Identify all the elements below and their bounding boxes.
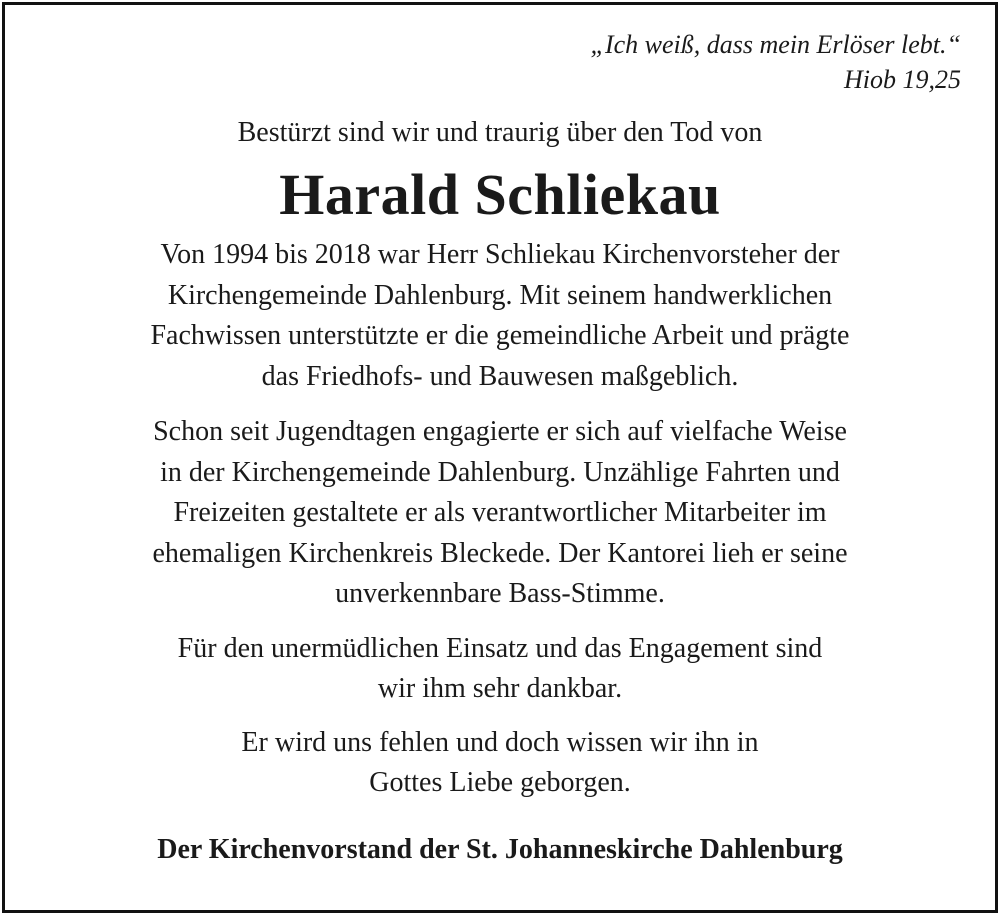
paragraph-thanks [5, 629, 995, 710]
text-line: Freizeiten gestaltete er als verantwortlicher Mitarbeiter im [173, 497, 827, 528]
paragraph-engagement [5, 412, 995, 615]
notice-body [5, 113, 995, 870]
bible-quote [591, 27, 962, 97]
intro-line: Bestürzt sind wir und traurig über den Tod von [237, 117, 763, 148]
text-line: Für den unermüdlichen Einsatz und das Engagement sind [177, 632, 823, 664]
text-line: das Friedhofs- und Bauwesen maßgeblich. [261, 360, 739, 392]
obituary-notice [2, 2, 998, 913]
signature: Der Kirchenvorstand der St. Johanneskirche Dahlenburg [157, 833, 843, 865]
text-line: Gottes Liebe geborgen. [369, 767, 631, 798]
text-line: Er wird uns fehlen und doch wissen wir ihn in [241, 726, 759, 758]
text-line: Von 1994 bis 2018 war Herr Schliekau Kirchenvorsteher der [160, 239, 840, 270]
paragraph-service [5, 235, 995, 397]
text-line: wir ihm sehr dankbar. [377, 673, 623, 704]
text-line: ehemaligen Kirchenkreis Bleckede. Der Kantorei lieh er seine [152, 537, 848, 569]
text-line: Fachwissen unterstützte er die gemeindliche Arbeit und prägte [150, 320, 850, 351]
quote-source: Hiob 19,25 [844, 65, 961, 94]
paragraph-farewell [5, 723, 995, 804]
text-line: Kirchengemeinde Dahlenburg. Mit seinem handwerklichen [167, 279, 833, 311]
text-line: unverkennbare Bass-Stimme. [335, 578, 665, 609]
text-line: in der Kirchengemeinde Dahlenburg. Unzählige Fahrten und [160, 456, 840, 488]
deceased-name: Harald Schliekau [279, 162, 721, 227]
text-line: Schon seit Jugendtagen engagierte er sich auf vielfache Weise [153, 416, 847, 447]
quote-text: „Ich weiß, dass mein Erlöser lebt.“ [590, 30, 961, 59]
